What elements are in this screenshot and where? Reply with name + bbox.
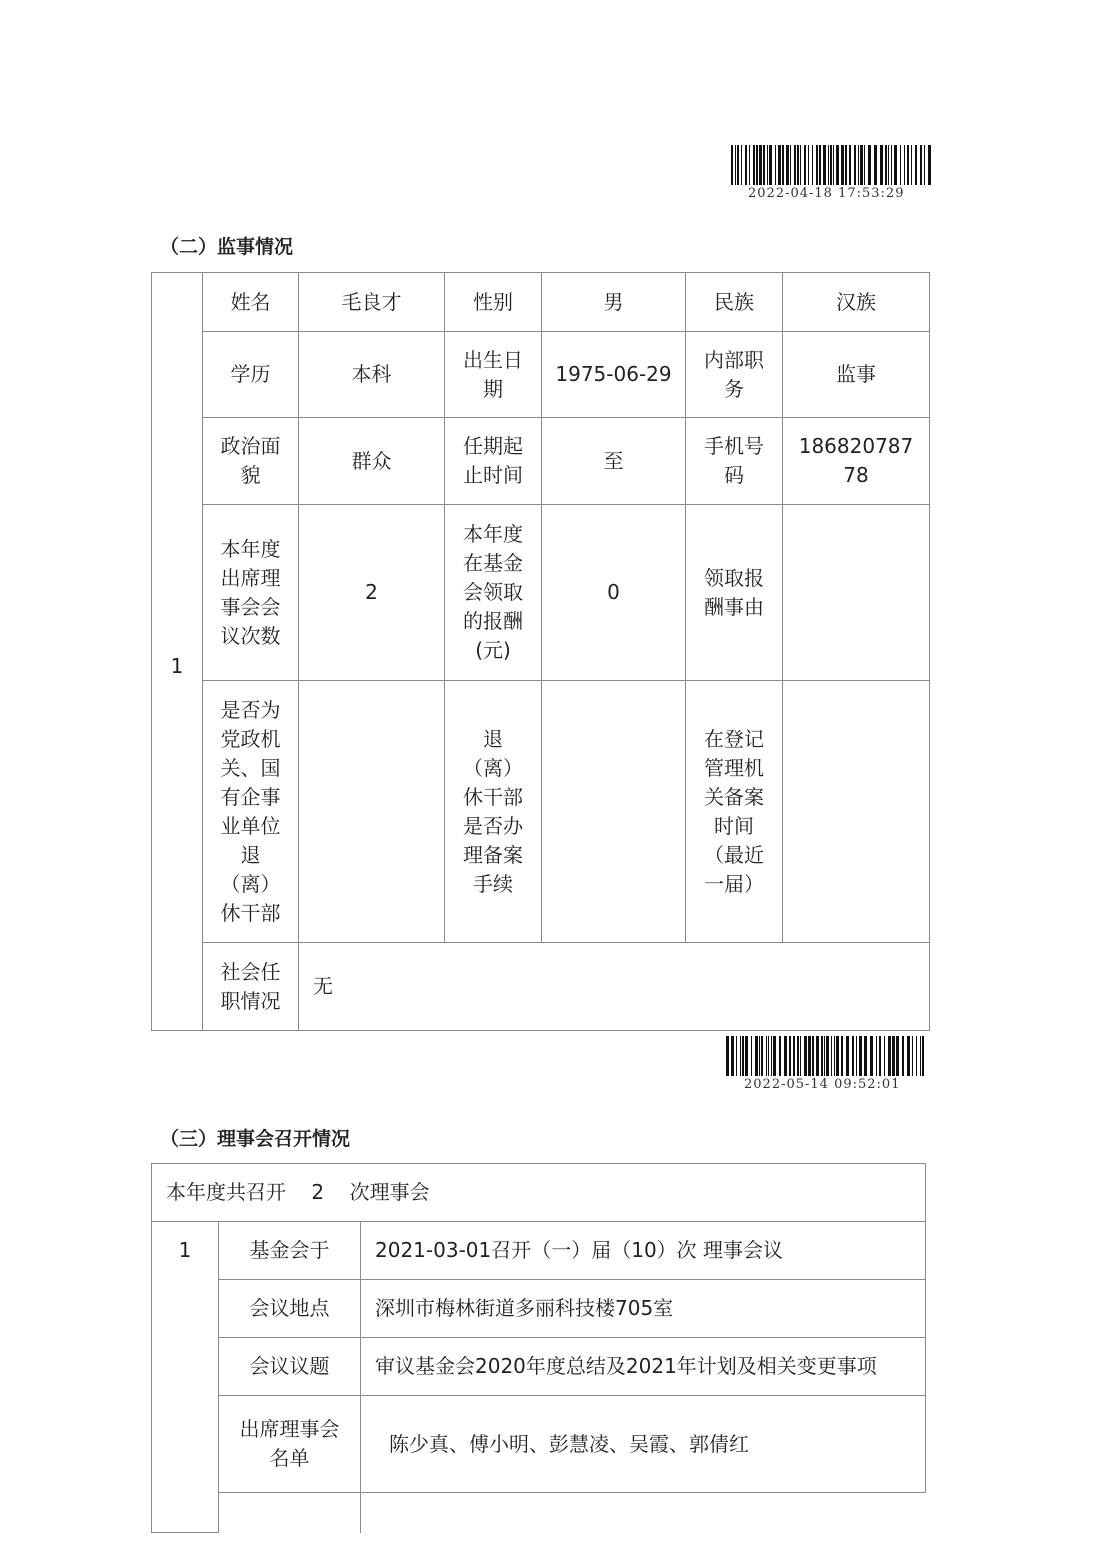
value-ethnicity: 汉族 <box>783 273 930 332</box>
label-attendees: 出席理事会名单 <box>219 1396 361 1493</box>
value-retired <box>299 681 445 943</box>
board-summary: 本年度共召开 2 次理事会 <box>152 1164 926 1222</box>
value-meeting-date: 2021-03-01召开（一）届（10）次 理事会议 <box>361 1222 926 1280</box>
label-education: 学历 <box>203 332 299 418</box>
section-title-supervisor: （二）监事情况 <box>160 236 294 258</box>
label-ethnicity: 民族 <box>686 273 783 332</box>
timestamp-stamp: 2022-04-18 17:53:29 <box>748 186 905 201</box>
value-position: 监事 <box>783 332 930 418</box>
value-meeting-place: 深圳市梅林街道多丽科技楼705室 <box>361 1280 926 1338</box>
board-meeting-table <box>151 1163 926 1533</box>
label-name: 姓名 <box>203 273 299 332</box>
value-filing-time <box>783 681 930 943</box>
value-pay-reason <box>783 505 930 681</box>
value-attendees: 陈少真、傅小明、彭慧凌、吴霞、郭倩红 <box>361 1396 926 1493</box>
value-name: 毛良才 <box>299 273 445 332</box>
supervisor-index: 1 <box>152 273 203 1031</box>
meeting-index: 1 <box>152 1222 219 1533</box>
label-meetings: 本年度出席理事会会议次数 <box>203 505 299 681</box>
value-gender: 男 <box>542 273 686 332</box>
label-pay-reason: 领取报酬事由 <box>686 505 783 681</box>
label-gender: 性别 <box>445 273 542 332</box>
label-position: 内部职务 <box>686 332 783 418</box>
barcode <box>731 145 931 185</box>
label-phone: 手机号码 <box>686 418 783 505</box>
value-pay: 0 <box>542 505 686 681</box>
barcode <box>726 1036 926 1076</box>
label-meeting-topic: 会议议题 <box>219 1338 361 1396</box>
label-retired: 是否为党政机关、国有企事业单位退（离）休干部 <box>203 681 299 943</box>
value-education: 本科 <box>299 332 445 418</box>
value-birth-date: 1975-06-29 <box>542 332 686 418</box>
label-retired-filed: 退（离）休干部是否办理备案手续 <box>445 681 542 943</box>
empty-cell <box>219 1493 361 1533</box>
label-pay: 本年度在基金会领取的报酬(元) <box>445 505 542 681</box>
label-meeting-place: 会议地点 <box>219 1280 361 1338</box>
supervisor-table <box>151 272 930 1031</box>
value-social: 无 <box>299 943 930 1031</box>
value-term: 至 <box>542 418 686 505</box>
value-retired-filed <box>542 681 686 943</box>
label-meeting-date: 基金会于 <box>219 1222 361 1280</box>
empty-cell <box>361 1493 926 1533</box>
label-birth-date: 出生日期 <box>445 332 542 418</box>
label-social: 社会任职情况 <box>203 943 299 1031</box>
label-political: 政治面貌 <box>203 418 299 505</box>
label-term: 任期起止时间 <box>445 418 542 505</box>
label-filing-time: 在登记管理机关备案时间（最近一届） <box>686 681 783 943</box>
timestamp-stamp: 2022-05-14 09:52:01 <box>744 1077 901 1092</box>
value-meeting-topic: 审议基金会2020年度总结及2021年计划及相关变更事项 <box>361 1338 926 1396</box>
section-title-board: （三）理事会召开情况 <box>160 1128 351 1150</box>
value-political: 群众 <box>299 418 445 505</box>
value-phone: 18682078778 <box>783 418 930 505</box>
value-meetings: 2 <box>299 505 445 681</box>
